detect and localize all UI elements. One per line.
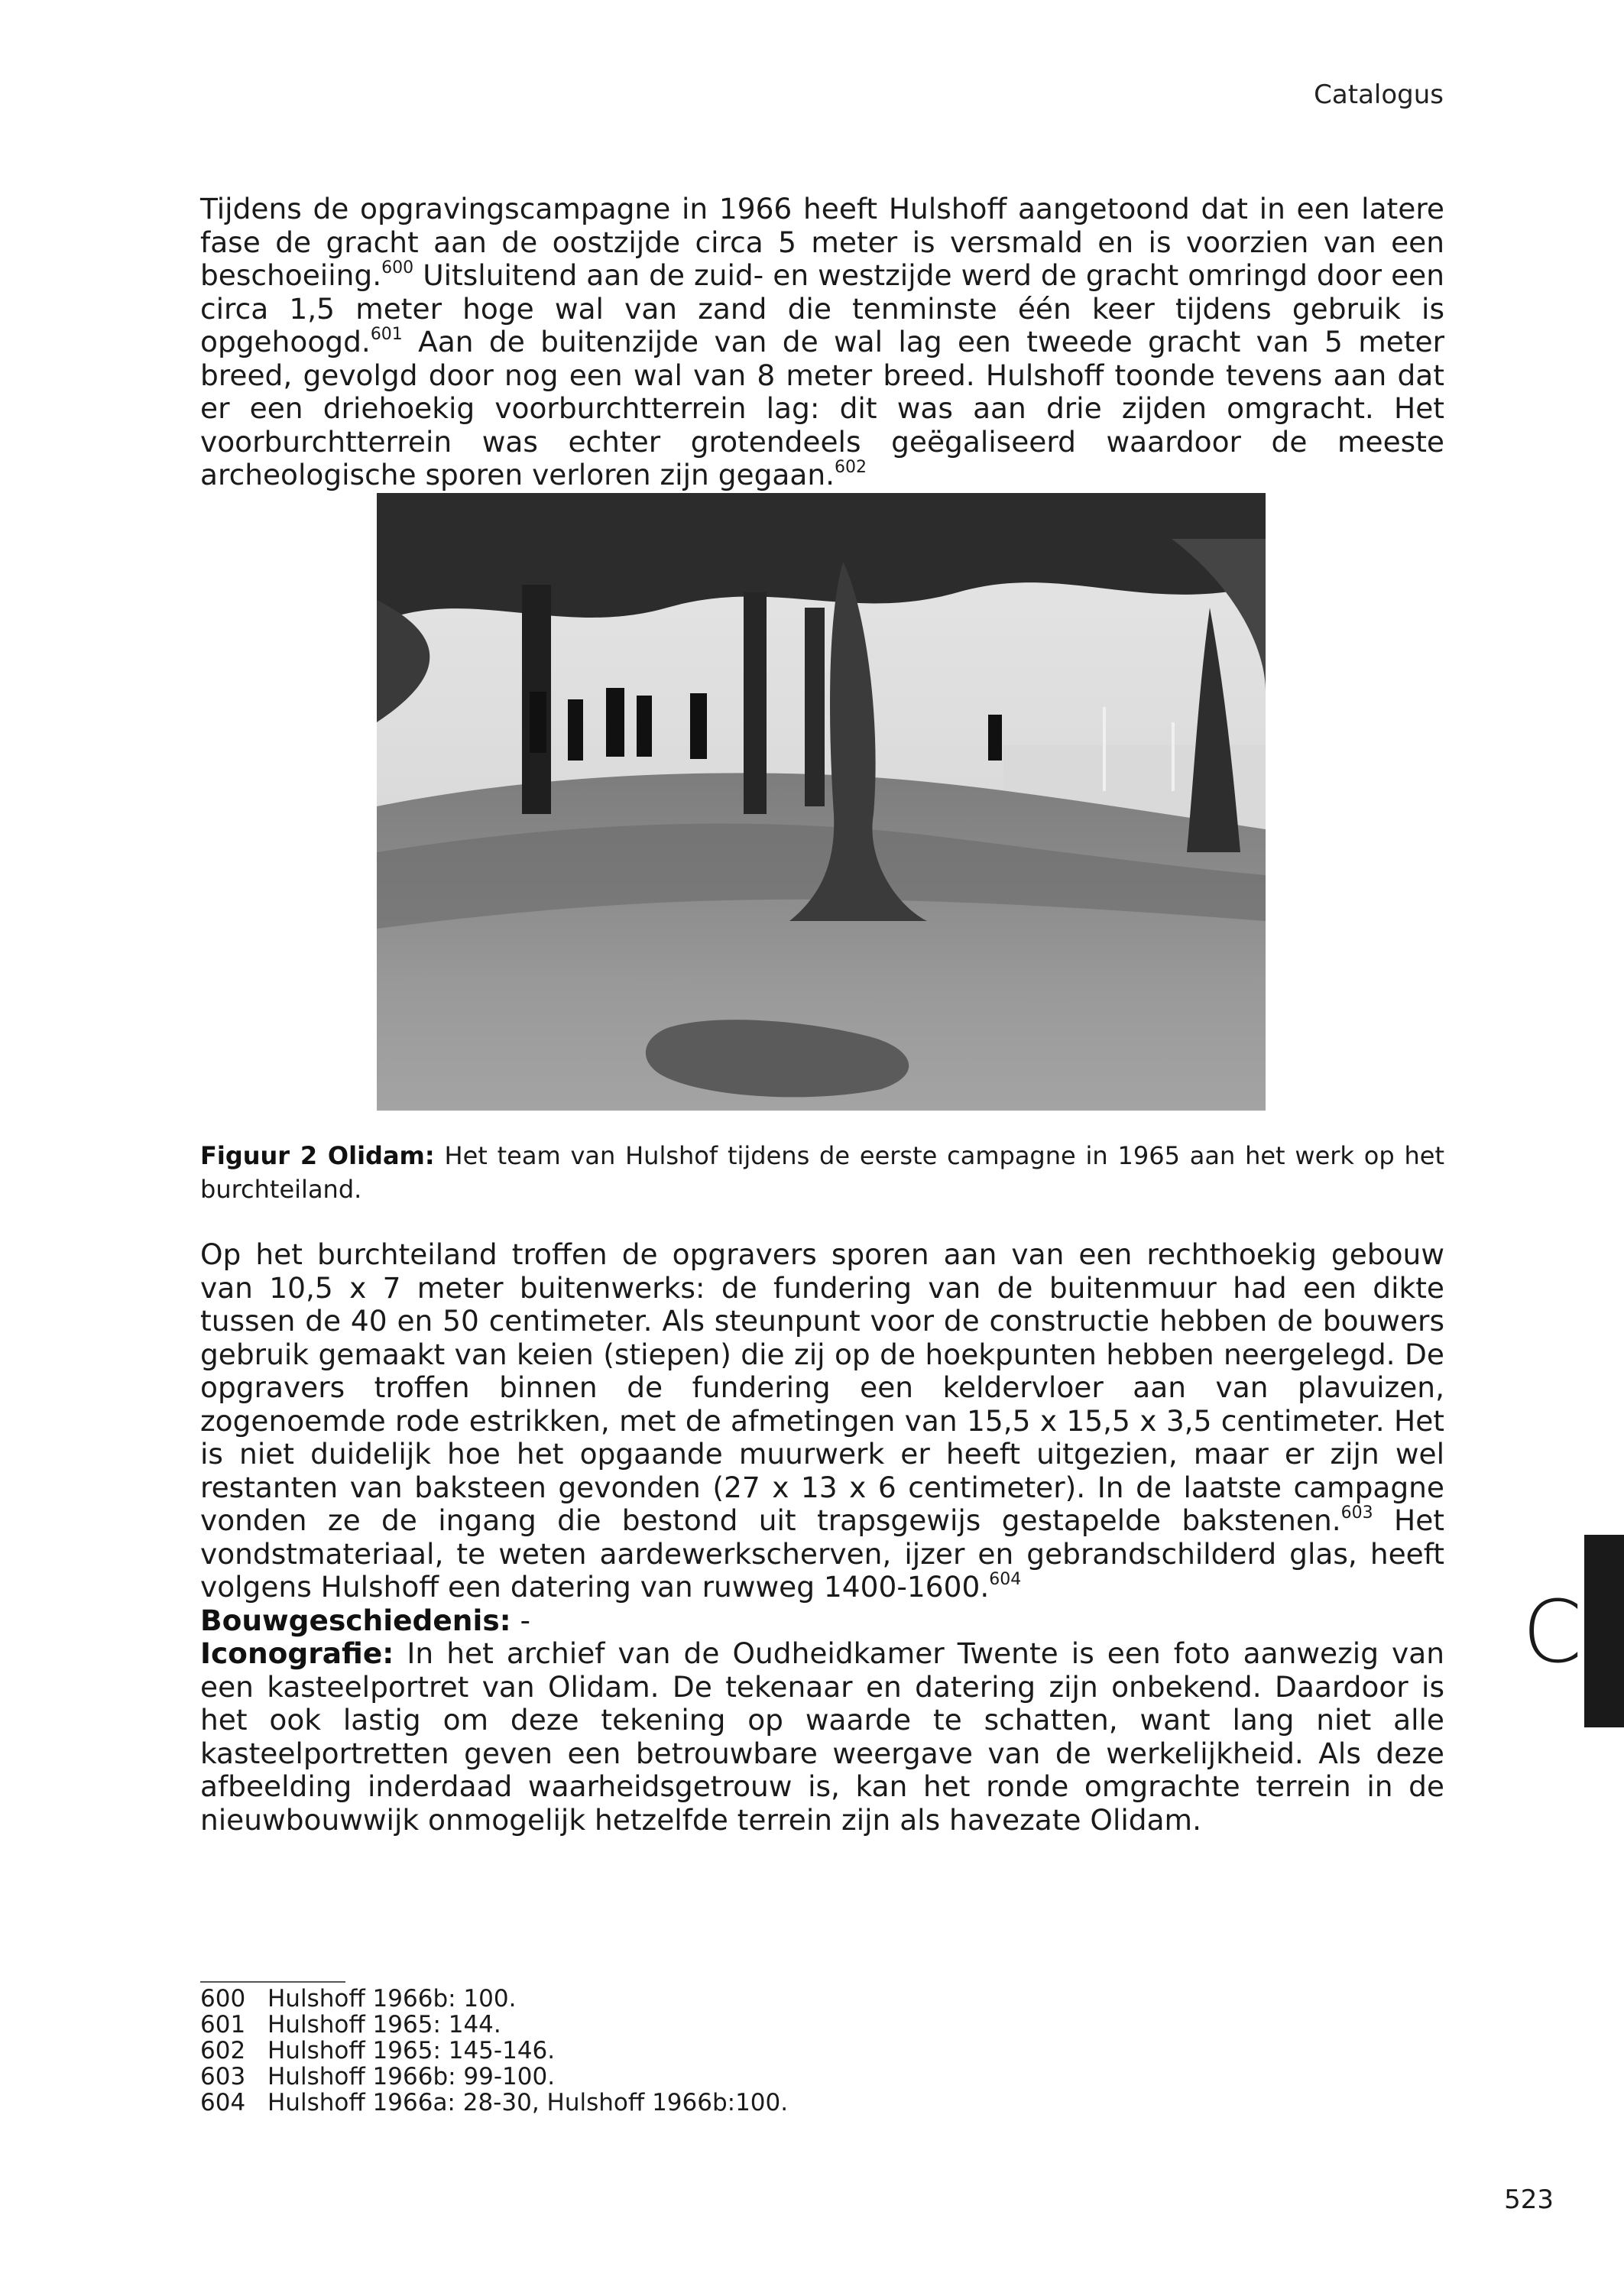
footnote-602 xyxy=(200,2038,788,2064)
footnote-ref-602[interactable]: 602 xyxy=(835,458,867,477)
bouwgeschiedenis-text: - xyxy=(511,1603,531,1637)
footnote-603 xyxy=(200,2064,788,2090)
footnote-601 xyxy=(200,2012,788,2038)
paragraph-1-text: Aan de buitenzijde van de wal lag een tweede gracht van 5 meter breed, gevolgd door nog een wal van 8 meter breed. Hulshoff toonde tevens aan dat er een driehoekig voorburchtterrein lag: dit was aan drie zijden omgracht. Het voorburchtterrein was echter grotendeels geëgaliseerd waardoor de meeste archeologische sporen verloren zijn gegaan. xyxy=(200,325,1444,491)
page-number: 523 xyxy=(1504,2184,1554,2215)
footnote-text: Hulshoff 1965: 145-146. xyxy=(267,2037,556,2064)
footnote-number: 600 xyxy=(200,1985,246,2012)
footnote-text: Hulshoff 1966a: 28-30, Hulshoff 1966b:100. xyxy=(267,2089,789,2116)
figure-label: Figuur 2 Olidam: xyxy=(200,1141,435,1170)
footnote-604 xyxy=(200,2090,788,2116)
footnote-number: 603 xyxy=(200,2063,246,2090)
section-tab xyxy=(1584,1535,1624,1727)
section-letter: C xyxy=(1522,1583,1583,1682)
iconografie-text: In het archief van de Oudheidkamer Twente is een foto aanwezig van een kasteelportret van Olidam. De tekenaar en datering zijn onbekend. Daardoor is het ook lastig om deze tekening op waarde te schatten, want lang niet alle kasteelportretten geven een betrouwbare weergave van de werkelijkheid. Als deze afbeelding inderdaad waarheidsgetrouw is, kan het ronde omgrachte terrein in de nieuwbouwwijk onmogelijk hetzelfde terrein zijn als havezate Olidam. xyxy=(200,1636,1444,1837)
footnote-text: Hulshoff 1966b: 100. xyxy=(267,1985,517,2012)
running-header: Catalogus xyxy=(1314,79,1444,110)
paragraph-2 xyxy=(200,1238,1444,1837)
footnote-number: 602 xyxy=(200,2037,246,2064)
footnote-ref-600[interactable]: 600 xyxy=(381,258,414,277)
footnote-number: 601 xyxy=(200,2011,246,2038)
footnote-ref-603[interactable]: 603 xyxy=(1340,1503,1373,1523)
footnote-ref-604[interactable]: 604 xyxy=(989,1570,1022,1589)
figure-caption xyxy=(200,1139,1444,1206)
iconografie-label: Iconografie: xyxy=(200,1636,394,1670)
footnote-number: 604 xyxy=(200,2089,246,2116)
paragraph-1 xyxy=(200,193,1444,492)
bouwgeschiedenis-label: Bouwgeschiedenis: xyxy=(200,1603,511,1637)
footnote-text: Hulshoff 1965: 144. xyxy=(267,2011,501,2038)
footnotes xyxy=(200,1986,788,2116)
paragraph-1-text: Tijdens de opgravingscampagne in 1966 heeft Hulshoff aangetoond dat in een latere fase de gracht aan de oostzijde circa 5 meter is versmald en is voorzien van een beschoeiing. xyxy=(200,192,1444,292)
paragraph-2-text: Het vondstmateriaal, te weten aardewerkscherven, ijzer en gebrandschilderd glas, heeft volgens Hulshoff een datering van ruwweg 1400-1600. xyxy=(200,1503,1444,1604)
paragraph-1-text: Uitsluitend aan de zuid- en westzijde werd de gracht omringd door een circa 1,5 meter hoge wal van zand die tenminste één keer tijdens gebruik is opgehoogd. xyxy=(200,258,1444,358)
footnote-divider xyxy=(200,1981,345,1983)
footnote-600 xyxy=(200,1986,788,2012)
paragraph-2-text: Op het burchteiland troffen de opgravers sporen aan van een rechthoekig gebouw van 10,5 x 7 meter buitenwerks: de fundering van de buitenmuur had een dikte tussen de 40 en 50 centimeter. Als steunpunt voor de constructie hebben de bouwers gebruik gemaakt van keien (stiepen) die zij op de hoekpunten hebben neergelegd. De opgravers troffen binnen de fundering een keldervloer aan van plavuizen, zogenoemde rode estrikken, met de afmetingen van 15,5 x 15,5 x 3,5 centimeter. Het is niet duidelijk hoe het opgaande muurwerk er heeft uitgezien, maar er zijn wel restanten van baksteen gevonden (27 x 13 x 6 centimeter). In de laatste campagne vonden ze de ingang die bestond uit trapsgewijs gestapelde bakstenen. xyxy=(200,1237,1444,1537)
figure-caption-text: Het team van Hulshof tijdens de eerste campagne in 1965 aan het werk op het burchteiland. xyxy=(200,1141,1445,1204)
excavation-photo xyxy=(377,493,1266,1111)
footnote-ref-601[interactable]: 601 xyxy=(370,325,403,344)
footnote-text: Hulshoff 1966b: 99-100. xyxy=(267,2063,556,2090)
